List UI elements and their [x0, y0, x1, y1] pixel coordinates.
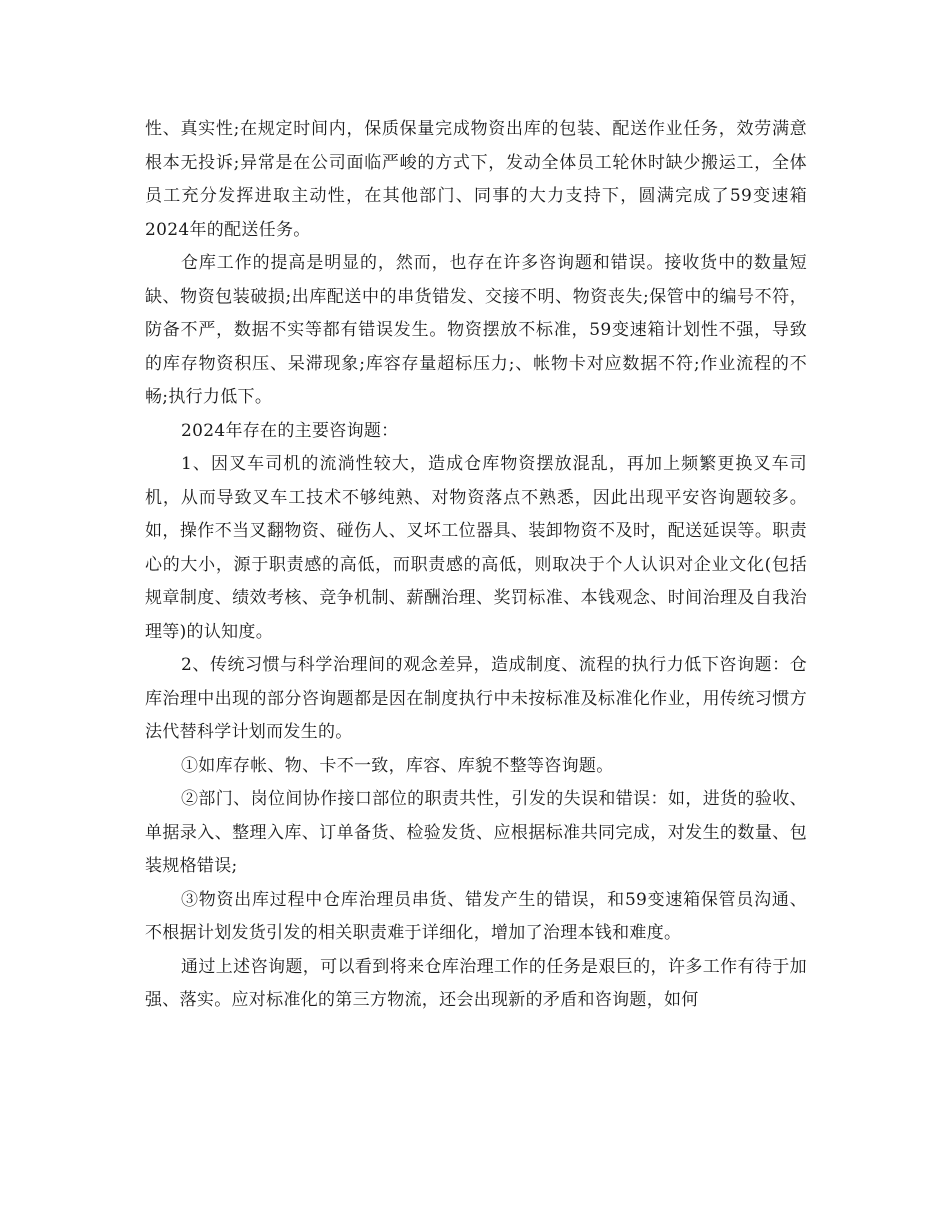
section-heading-main-issues: 2024年存在的主要咨询题：: [181, 420, 399, 441]
paragraph-item-1: ①如库存帐、物、卡不一致，库容、库貌不整等咨询题。: [181, 755, 614, 776]
paragraph-item-2: ②部门、岗位间协作接口部位的职责共性，引发的失误和错误：如，进货的验收、单据录入、整理入库、订单备货、检验发货、应根据标准共同完成，对发生的数量、包装规格错误;: [145, 789, 807, 876]
paragraph-continuation: 性、真实性;在规定时间内，保质保量完成物资出库的包装、配送作业任务，效劳满意根本无投诉;异常是在公司面临严峻的方式下，发动全体员工轮休时缺少搬运工，全体员工充分发挥进取主动性，在其他部门、同事的大力支持下，圆满完成了59变速箱2024年的配送任务。: [145, 119, 807, 240]
paragraph-item-3: ③物资出库过程中仓库治理员串货、错发产生的错误，和59变速箱保管员沟通、不根据计划发货引发的相关职责难于详细化，增加了治理本钱和难度。: [145, 889, 807, 943]
paragraph-conclusion: 通过上述咨询题，可以看到将来仓库治理工作的任务是艰巨的，许多工作有待于加强、落实。应对标准化的第三方物流，还会出现新的矛盾和咨询题，如何: [145, 956, 807, 1010]
document-body: [145, 113, 807, 1018]
paragraph-issue-2: 2、传统习惯与科学治理间的观念差异，造成制度、流程的执行力低下咨询题：仓库治理中出现的部分咨询题都是因在制度执行中未按标准及标准化作业，用传统习惯方法代替科学计划而发生的。: [145, 655, 807, 742]
paragraph-issue-1: 1、因叉车司机的流淌性较大，造成仓库物资摆放混乱，再加上频繁更换叉车司机，从而导致叉车工技术不够纯熟、对物资落点不熟悉，因此出现平安咨询题较多。如，操作不当叉翻物资、碰伤人、叉坏工位器具、装卸物资不及时，配送延误等。职责心的大小，源于职责感的高低，而职责感的高低，则取决于个人认识对企业文化(包括规章制度、绩效考核、竞争机制、薪酬治理、奖罚标准、本钱观念、时间治理及自我治理等)的认知度。: [145, 454, 807, 642]
paragraph-problems-overview: 仓库工作的提高是明显的，然而，也存在许多咨询题和错误。接收货中的数量短缺、物资包装破损;出库配送中的串货错发、交接不明、物资丧失;保管中的编号不符，防备不严，数据不实等都有错误发生。物资摆放不标准，59变速箱计划性不强，导致的库存物资积压、呆滞现象;库容存量超标压力;、帐物卡对应数据不符;作业流程的不畅;执行力低下。: [145, 253, 807, 407]
